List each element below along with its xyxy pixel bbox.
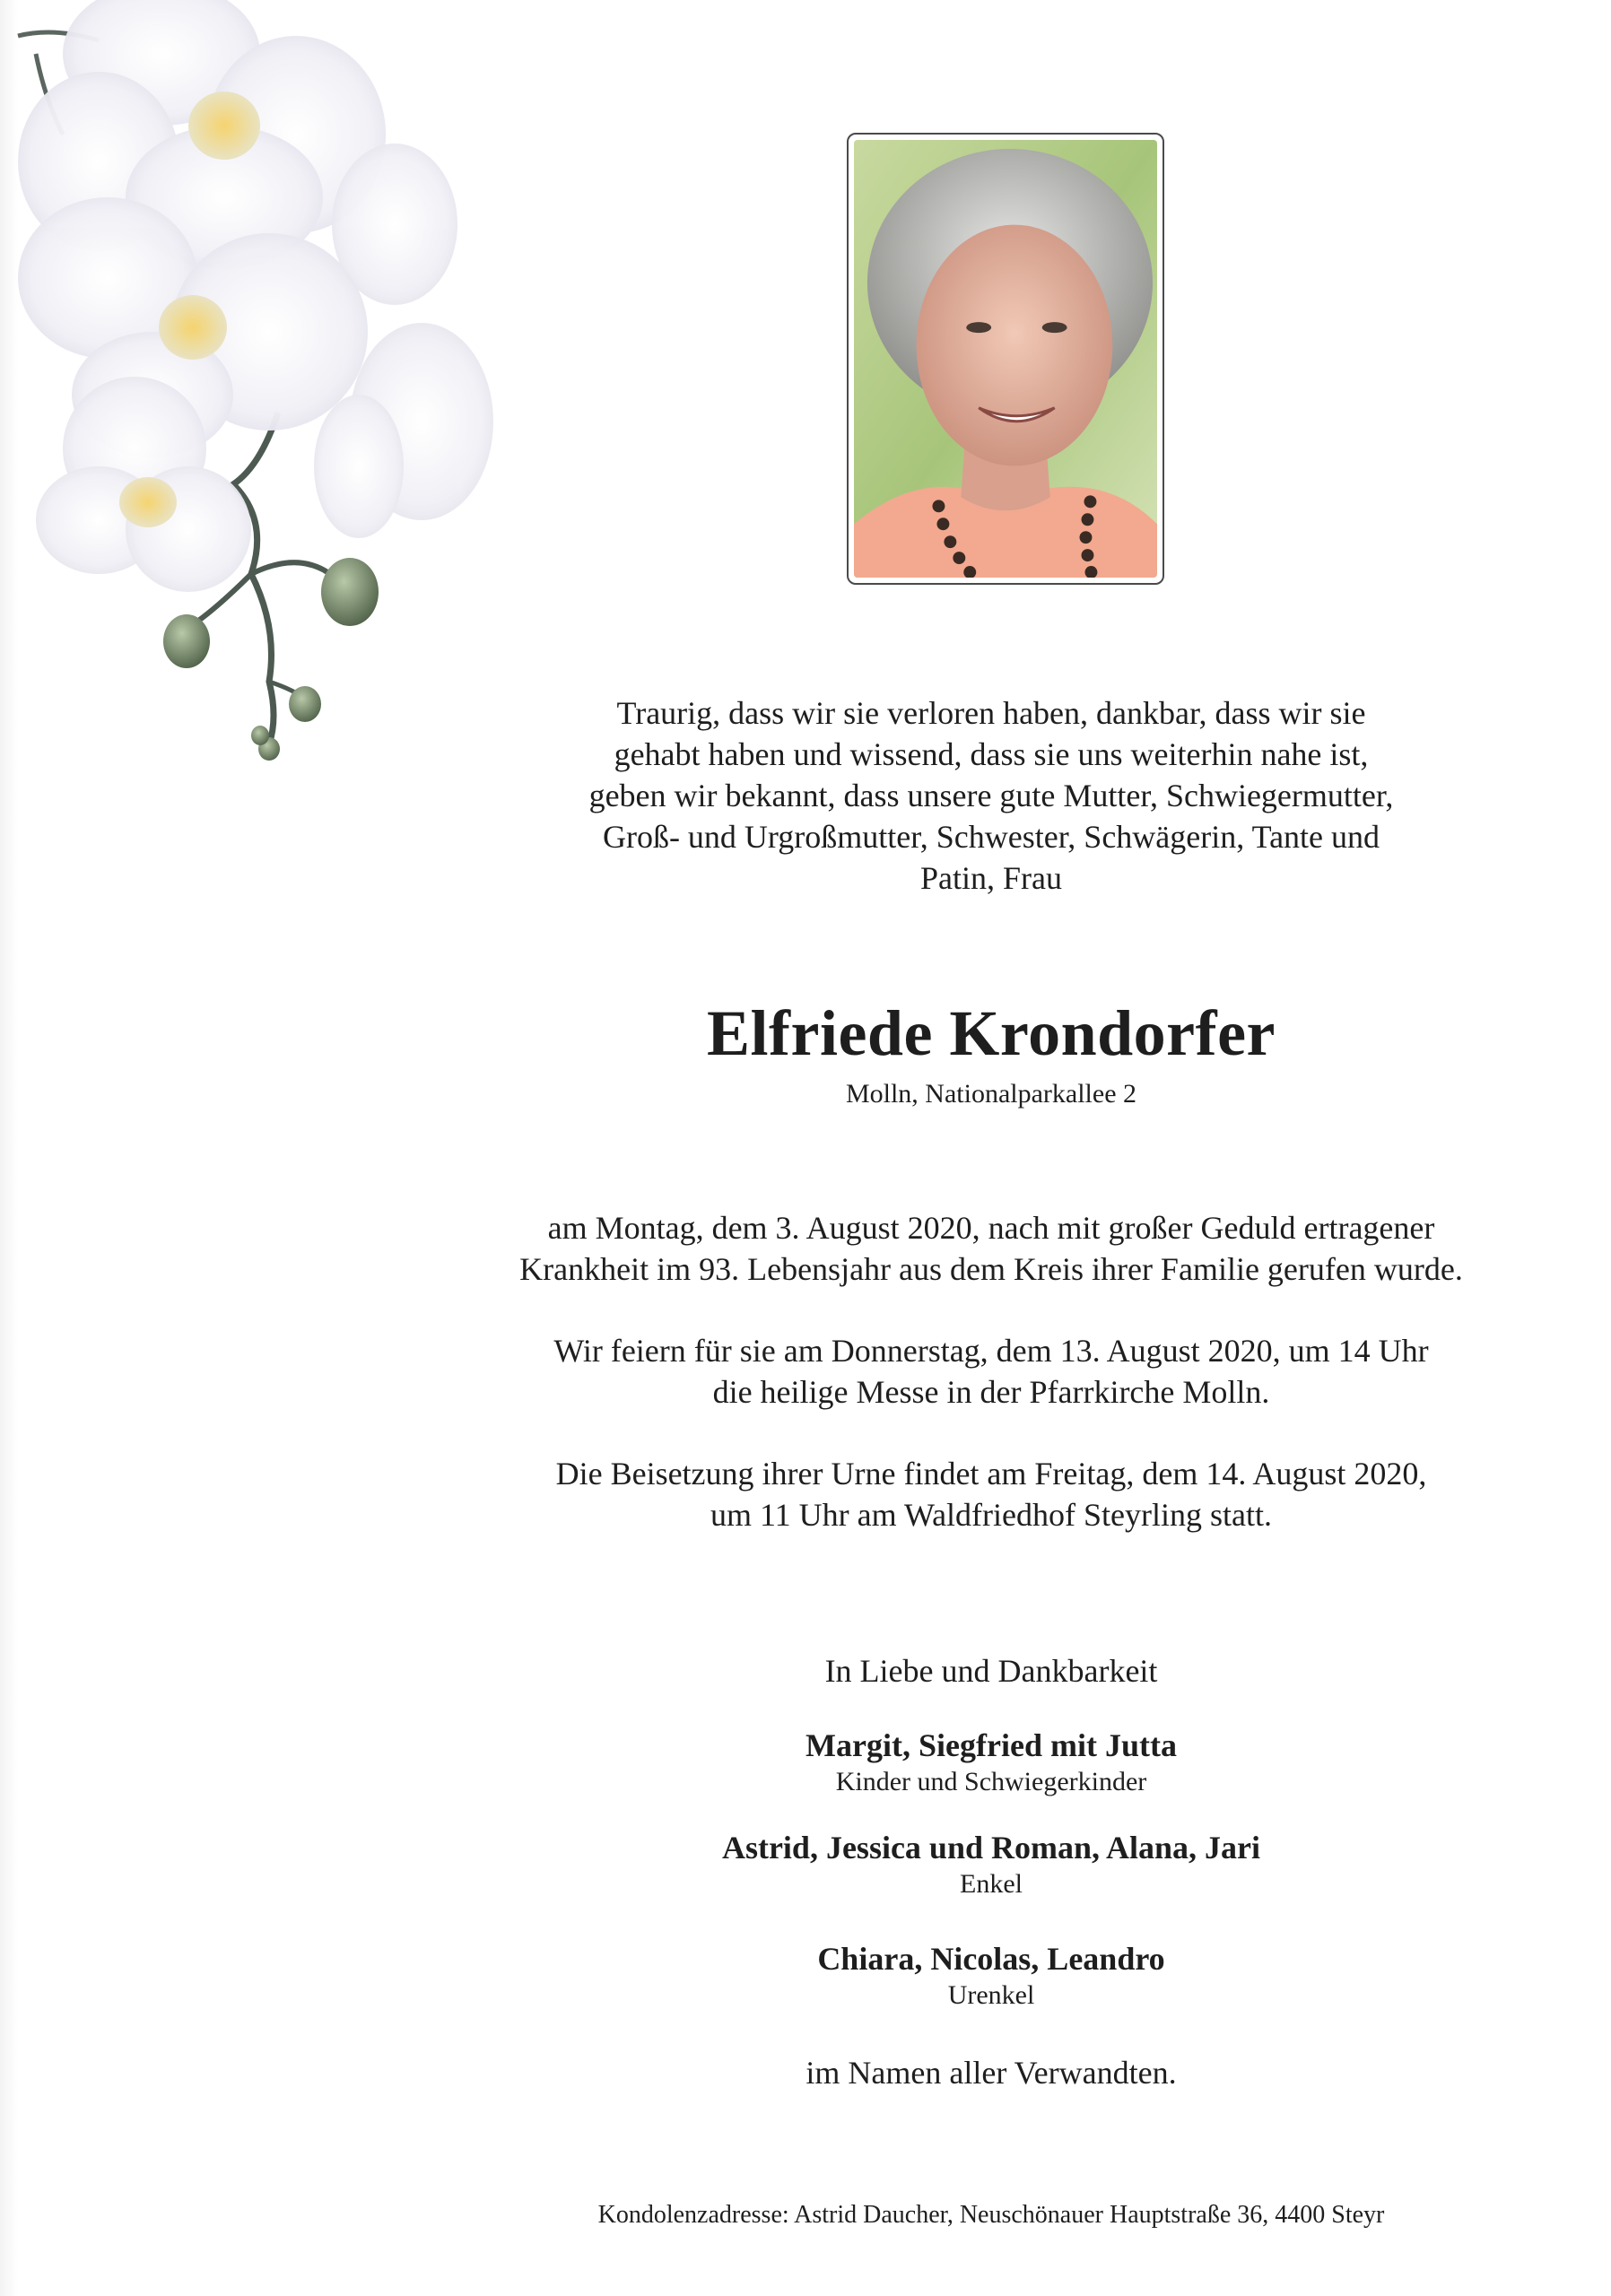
burial-paragraph [466, 1453, 1516, 1535]
paragraph-line: um 11 Uhr am Waldfriedhof Steyrling statt. [710, 1497, 1272, 1533]
paragraph-line: die heilige Messe in der Pfarrkirche Molln. [712, 1374, 1270, 1410]
relatives-text: im Namen aller Verwandten. [806, 2055, 1177, 2091]
family-role: Kinder und Schwiegerkinder [835, 1767, 1147, 1796]
family-names: Margit, Siegfried mit Jutta [806, 1727, 1177, 1763]
intro-line: gehabt haben und wissend, dass sie uns weiterhin nahe ist, [614, 736, 1369, 772]
family-names: Astrid, Jessica und Roman, Alana, Jari [721, 1830, 1261, 1866]
paragraph-line: Die Beisetzung ihrer Urne findet am Freitag, dem 14. August 2020, [555, 1456, 1427, 1492]
intro-line: geben wir bekannt, dass unsere gute Mutter, Schwiegermutter, [588, 778, 1394, 813]
paragraph-line: am Montag, dem 3. August 2020, nach mit großer Geduld ertragener [547, 1210, 1435, 1246]
portrait-frame [847, 133, 1164, 585]
orchid-decoration-image [0, 0, 502, 780]
family-role: Urenkel [947, 1980, 1035, 2010]
intro-line: Traurig, dass wir sie verloren haben, dankbar, dass wir sie [616, 695, 1366, 731]
family-role: Enkel [960, 1869, 1023, 1899]
paragraph-line: Wir feiern für sie am Donnerstag, dem 13. August 2020, um 14 Uhr [553, 1333, 1429, 1369]
mass-paragraph [466, 1330, 1516, 1413]
family-names: Chiara, Nicolas, Leandro [817, 1941, 1165, 1977]
deceased-address: Molln, Nationalparkallee 2 [845, 1079, 1137, 1109]
intro-text [466, 692, 1516, 899]
family-group-great-grandchildren [466, 1939, 1516, 2013]
intro-line: Groß- und Urgroßmutter, Schwester, Schwägerin, Tante und [602, 819, 1380, 855]
condolence-address: Kondolenzadresse: Astrid Daucher, Neuschönauer Hauptstraße 36, 4400 Steyr [597, 2201, 1385, 2229]
closing-text: In Liebe und Dankbarkeit [824, 1653, 1158, 1689]
death-announcement-paragraph [466, 1207, 1516, 1290]
family-group-grandchildren [466, 1828, 1516, 1901]
intro-line: Patin, Frau [920, 860, 1062, 896]
paragraph-line: Krankheit im 93. Lebensjahr aus dem Kreis ihrer Familie gerufen wurde. [519, 1251, 1463, 1287]
portrait-photo [854, 140, 1157, 578]
deceased-name: Elfriede Krondorfer [706, 997, 1276, 1069]
family-group-children [466, 1726, 1516, 1799]
